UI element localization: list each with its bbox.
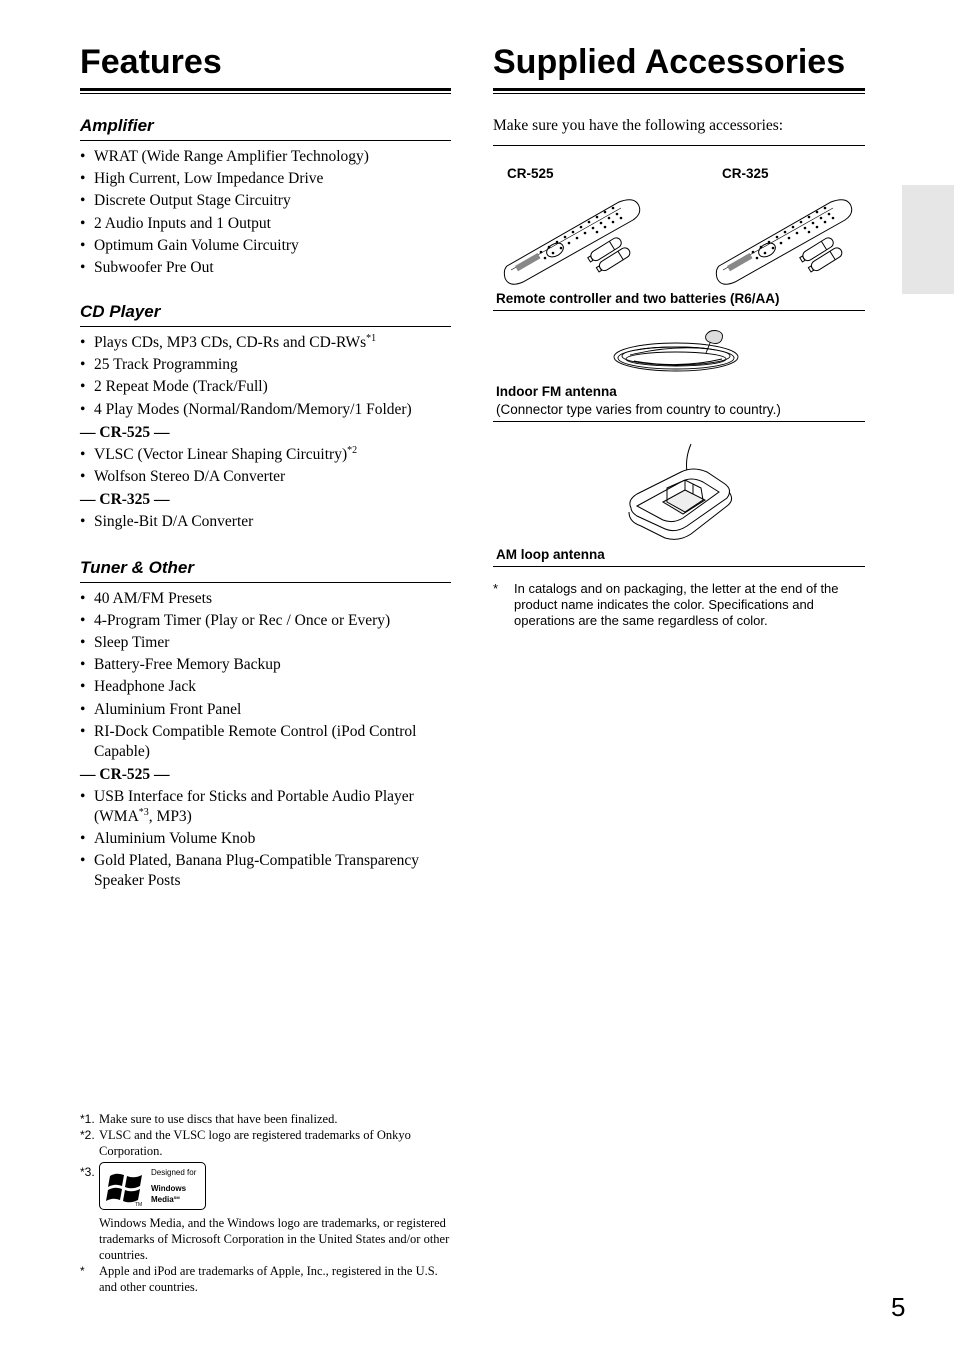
model-cr325-tag: CR-325 [722, 166, 769, 181]
list-item: • Battery-Free Memory Backup [80, 655, 451, 675]
cd-cr325-list [80, 512, 451, 532]
features-column [80, 40, 451, 893]
color-note [493, 581, 865, 629]
footnote-text: VLSC and the VLSC logo are registered trademarks of Onkyo Corporation. [99, 1128, 411, 1158]
remote-cr325-icon [716, 200, 851, 285]
list-item: • 4 Play Modes (Normal/Random/Memory/1 Folder) [80, 400, 451, 420]
footnote-text: Make sure to use discs that have been finalized. [99, 1112, 338, 1126]
list-item: • Aluminium Volume Knob [80, 829, 451, 849]
title-rule [493, 88, 865, 91]
am-loop-antenna-icon [623, 442, 735, 546]
footnote-2 [80, 1127, 451, 1159]
list-item: • Gold Plated, Banana Plug-Compatible Transparency Speaker Posts [80, 851, 451, 891]
title-rule-thin [80, 93, 451, 94]
amplifier-list [80, 147, 451, 278]
list-item [80, 787, 451, 827]
list-item [80, 445, 451, 465]
footnote-text: Windows Media, and the Windows logo are trademarks, or registered trademarks of Microsoft Corporation in the United States and/or other countries. [99, 1216, 450, 1262]
fm-antenna-label: Indoor FM antenna [496, 384, 617, 399]
cr525-label: — CR-525 — [80, 423, 170, 441]
list-item: • Wolfson Stereo D/A Converter [80, 467, 451, 487]
accessories-intro: Make sure you have the following accessories: [493, 116, 865, 146]
tuner-other-list [80, 589, 451, 762]
footnote-mark: *2. [80, 1128, 95, 1142]
list-item: • Discrete Output Stage Circuitry [80, 191, 451, 211]
model-cr525-tag: CR-525 [507, 166, 554, 181]
list-item: • 2 Repeat Mode (Track/Full) [80, 377, 451, 397]
features-title: Features [80, 43, 222, 81]
cd-cr525-list [80, 445, 451, 487]
tuner-other-heading: Tuner & Other [80, 558, 451, 583]
footnote-mark: *3. [80, 1165, 95, 1179]
footnote-ref: *2 [347, 444, 358, 456]
fm-antenna-note: (Connector type varies from country to country.) [496, 402, 781, 417]
footnote-3 [80, 1215, 451, 1263]
footnote-ref: *3 [138, 806, 149, 818]
amplifier-heading: Amplifier [80, 116, 451, 141]
am-antenna-accessory [493, 422, 865, 567]
remote-label: Remote controller and two batteries (R6/AA) [496, 291, 780, 306]
logo-sm: SM [173, 1195, 180, 1200]
list-item: • Headphone Jack [80, 677, 451, 697]
list-item: • Optimum Gain Volume Circuitry [80, 236, 451, 256]
title-rule-thin [493, 93, 865, 94]
logo-tm: TM [135, 1202, 143, 1208]
list-item: • 2 Audio Inputs and 1 Output [80, 214, 451, 234]
list-item-text: VLSC (Vector Linear Shaping Circuitry) [94, 445, 348, 463]
list-item [80, 333, 451, 353]
side-tab [902, 185, 954, 294]
footnote-mark: *1. [80, 1112, 95, 1126]
remote-cr525-icon [504, 200, 639, 285]
logo-media-text: Media [151, 1195, 174, 1204]
tuner-cr525-list [80, 787, 451, 891]
cr325-label: — CR-325 — [80, 490, 170, 508]
am-antenna-label: AM loop antenna [496, 547, 605, 562]
list-item: • Subwoofer Pre Out [80, 258, 451, 278]
list-item: • Single-Bit D/A Converter [80, 512, 451, 532]
list-item: • RI-Dock Compatible Remote Control (iPod Control Capable) [80, 722, 451, 762]
list-item: • Aluminium Front Panel [80, 700, 451, 720]
logo-designed-for: Designed for [151, 1168, 197, 1177]
windows-media-logo [99, 1162, 206, 1210]
list-item: • 25 Track Programming [80, 355, 451, 375]
windows-logo-icon [106, 1170, 146, 1204]
list-item-text: Plays CDs, MP3 CDs, CD-Rs and CD-RWs [94, 333, 367, 351]
footnotes [80, 1111, 451, 1295]
title-rule [80, 88, 451, 91]
color-note-mark: * [493, 581, 499, 596]
list-item: • High Current, Low Impedance Drive [80, 169, 451, 189]
fm-antenna-accessory [493, 311, 865, 422]
footnote-1 [80, 1111, 451, 1127]
logo-media [151, 1193, 180, 1204]
footnote-4 [80, 1263, 451, 1295]
accessories-title: Supplied Accessories [493, 43, 846, 81]
page-number: 5 [891, 1292, 906, 1322]
remote-illustration [501, 192, 861, 288]
list-item: • 40 AM/FM Presets [80, 589, 451, 609]
accessories-column [493, 40, 865, 629]
footnote-ref: *1 [366, 332, 377, 344]
fm-antenna-icon [610, 327, 744, 379]
list-item: • Sleep Timer [80, 633, 451, 653]
list-item: • WRAT (Wide Range Amplifier Technology) [80, 147, 451, 167]
list-item: • 4-Program Timer (Play or Rec / Once or Every) [80, 611, 451, 631]
cd-player-heading: CD Player [80, 302, 451, 327]
footnote-3-logo [80, 1161, 451, 1215]
remote-accessory [493, 146, 865, 311]
color-note-text: In catalogs and on packaging, the letter at the end of the product name indicates the color. Specifications and operations are the same regardless of color. [514, 581, 839, 628]
list-item-text: , MP3) [148, 807, 192, 825]
logo-windows: Windows [151, 1184, 187, 1193]
list-item-text: USB Interface for Sticks and Portable Audio Player (WMA [94, 787, 414, 825]
footnote-mark: * [80, 1264, 85, 1278]
cr525-label: — CR-525 — [80, 765, 170, 783]
cd-player-list [80, 333, 451, 420]
footnote-text: Apple and iPod are trademarks of Apple, Inc., registered in the U.S. and other countries. [99, 1264, 438, 1294]
